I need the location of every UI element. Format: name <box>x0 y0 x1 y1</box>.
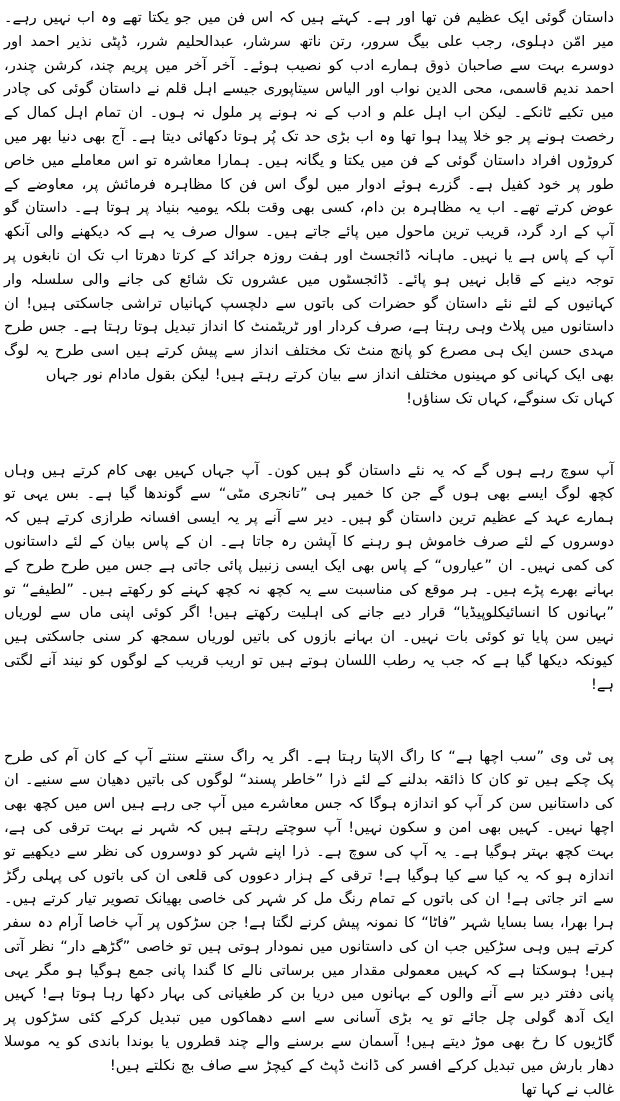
paragraph-new-storytellers: آپ سوچ رہے ہوں گے کہ یہ نئے داستان گو ہیں کون۔ آپ جہاں کہیں بھی کام کرتے ہیں وہاں کچھ لوگ ایسے بھی ہوں گے جن کا خمیر ہی ”تانجری مٹی“ سے گوندھا گیا ہے۔ بس یہی تو ہمارے عہد کے عظیم ترین داستان گو ہیں۔ دیر سے آنے پر یہ ایسی افسانہ طرازی کرتے ہیں کہ دوسروں کے لئے صرف خاموش ہو رہنے کا آپشن رہ جاتا ہے۔ ان کے پاس بیان کے لئے داستانوں کی کمی نہیں۔ ان ”عیاروں“ کے پاس بھی ایک ایسی زنبیل پائی جاتی ہے جس میں طرح طرح کے بہانے بھرے پڑے ہیں۔ ہر موقع کی مناسبت سے یہ کچھ نہ کچھ کہنے کو رکھتے ہیں۔ ”لطیفے“ تو ”بہانوں کا انسائیکلوپیڈیا“ قرار دیے جانے کی اہلیت رکھتے ہیں! اگر کوئی اپنی ماں سے لوریاں نہیں سن پایا تو کوئی بات نہیں۔ ان بہانے بازوں کی باتیں لوریاں سمجھ کر سنی جاسکتی ہیں کیونکہ دیکھا گیا ہے کہ جب یہ رطب اللسان ہوتے ہیں تو اریب قریب کے لوگوں کو نیند آنے لگتی ہے! <box>4 461 614 693</box>
section-gap <box>4 411 614 459</box>
paragraph-storytelling-intro: داستان گوئی ایک عظیم فن تھا اور ہے۔ کہتے ہیں کہ اس فن میں جو یکتا تھے وہ اب نہیں رہے۔ میر امّن دہلوی، رجب علی بیگ سرور، رتن ناتھ سرشار، عبدالحلیم شرر، ڈپٹی نذیر احمد اور دوسرے بہت سے صاحبان ذوق ہمارے ادب کو نصیب ہوئے۔ آخر آخر میں پریم چند، کرشن چندر، احمد ندیم قاسمی، محی الدین نواب اور الیاس سیتاپوری جیسے اہل قلم نے داستان گوئی کی چادر میں تکیے ٹانکے۔ لیکن اب اہل علم و ادب کے نہ ہونے پر ملول نہ ہوں۔ ان تمام اہل کمال کے رخصت ہونے پر جو خلا پیدا ہوا تھا وہ اب بڑی حد تک پُر ہوتا دکھائی دیتا ہے۔ آج بھی دنیا بھر میں کروڑوں افراد داستان گوئی کے فن میں یکتا و یگانہ ہیں۔ ہمارا معاشرہ تو اس معاملے میں خاص طور پر خود کفیل ہے۔ گزرے ہوئے ادوار میں لوگ اس فن کا مظاہرہ فرمائش پر، معاوضے کے عوض کرتے تھے۔ اب یہ مظاہرہ بن دام، کسی بھی وقت بلکہ یومیہ بنیاد پر ہوتا ہے۔ داستان گو آپ کے ارد گرد، قریب ترین ماحول میں پائے جاتے ہیں۔ سوال صرف یہ ہے کہ دیکھنے والی آنکھ آپ کے پاس ہے یا نہیں۔ ماہانہ ڈائجسٹ اور ہفت روزہ جرائد کے کرتا دھرتا اب تک ان نابغوں پر توجہ دینے کے قابل نہیں ہو پائے۔ ڈائجسٹوں میں عشروں تک شائع کی جانے والی سلسلہ وار کہانیوں کے لئے نئے داستان گو حضرات کی باتوں سے دلچسپ کہانیاں تراشی جاسکتی ہیں! ان داستانوں میں پلاٹ وہی رہتا ہے، صرف کردار اور ٹریٹمنٹ کا انداز تبدیل ہوتا رہتا ہے۔ جس طرح مہدی حسن ایک ہی مصرع کو پانچ منٹ تک مختلف انداز سے پیش کرتے ہیں اسی طرح یہ لوگ بھی ایک کہانی کو مہینوں مختلف انداز سے بیان کرتے رہتے ہیں! لیکن بقول مادام نور جہاں <box>4 9 614 383</box>
closing-line: غالب نے کہا تھا <box>521 1080 614 1098</box>
paragraph-ptv: پی ٹی وی ”سب اچھا ہے“ کا راگ الاپتا رہتا ہے۔ اگر یہ راگ سنتے سنتے آپ کے کان آم کی طرح پک چکے ہیں تو کان کا ذائقہ بدلنے کے لئے ذرا ”خاطر پسند“ لوگوں کی باتیں دھیان سے سنیے۔ ان کی داستانیں سن کر آپ کو اندازہ ہوگا کہ جس معاشرے میں آپ جی رہے ہیں اس میں کچھ بھی اچھا نہیں۔ کہیں بھی امن و سکون نہیں! آپ سوچتے رہتے ہیں کہ شہر نے بہت ترقی کی ہے، بہت کچھ بہتر ہوگیا ہے۔ یہ آپ کی سوچ ہے۔ ذرا اپنے شہر کو دوسروں کی نظر سے دیکھیے تو اندازہ ہو کہ یہ کیا سے کیا ہوگیا ہے! ترقی کے ہزار دعووں کی قلعی ان کی باتوں کی پہلی رگڑ سے اتر جاتی ہے! ان کی باتوں کے تمام رنگ مل کر شہر کی خاصی بھیانک تصویر تیار کرتے ہیں۔ ہرا بھرا، بسا بسایا شہر ”فاٹا“ کا نمونہ پیش کرنے لگتا ہے! جن سڑکوں پر آپ خاصا آرام دہ سفر کرتے ہیں وہی سڑکیں جب ان کی داستانوں میں نمودار ہوتی ہیں تو خاصی ”گڑھے دار“ نظر آتی ہیں! ہوسکتا ہے کہ کہیں معمولی مقدار میں برساتی نالے کا گندا پانی جمع ہوگیا ہو مگر یہی پانی دفتر دیر سے آنے والوں کے بہانوں میں دریا بن کر طغیانی کی بہار دکھا رہا ہوتا ہے! کہیں ایک آدھ گولی چل جائے تو یہ بڑی آسانی سے اسے دھماکوں میں تبدیل کرکے کئی سڑکوں پر گاڑیوں کا رخ بھی موڑ دیتے ہیں! آسمان سے برسنے والے چند قطروں یا بوندا باندی کو یہ موسلا دھار بارش میں تبدیل کرکے افسر کی ڈانٹ ڈپٹ کے کیچڑ سے صاف بچ نکلتے ہیں! <box>4 747 614 1074</box>
verse-line: کہاں تک سنوگے، کہاں تک سناؤں! <box>406 389 614 407</box>
section-gap <box>4 697 614 745</box>
